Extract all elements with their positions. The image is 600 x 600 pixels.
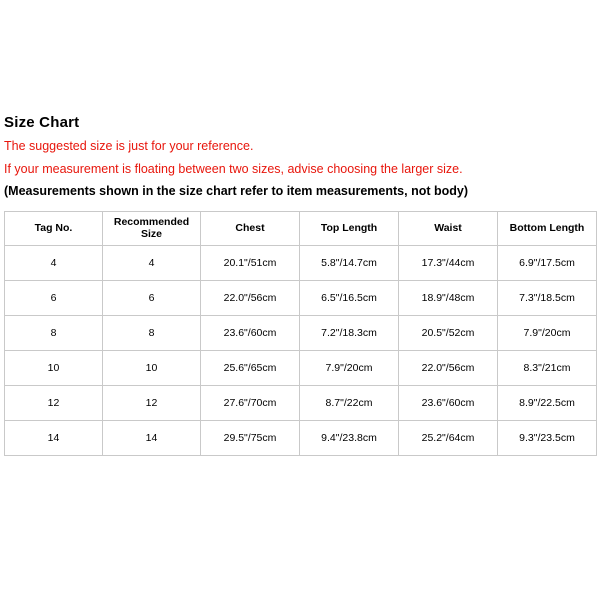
- table-row: [5, 350, 597, 385]
- cell-bottom-length: 8.9"/22.5cm: [498, 385, 597, 420]
- cell-chest: 29.5"/75cm: [201, 420, 300, 455]
- page-title: Size Chart: [4, 114, 80, 131]
- cell-top-length: 5.8"/14.7cm: [300, 245, 399, 280]
- size-chart-content: [4, 114, 596, 456]
- cell-tag-no: 10: [5, 350, 103, 385]
- cell-bottom-length: 7.3"/18.5cm: [498, 280, 597, 315]
- cell-bottom-length: 8.3"/21cm: [498, 350, 597, 385]
- cell-bottom-length: 6.9"/17.5cm: [498, 245, 597, 280]
- cell-top-length: 8.7"/22cm: [300, 385, 399, 420]
- cell-bottom-length: 7.9"/20cm: [498, 315, 597, 350]
- cell-recommended-size: 4: [103, 245, 201, 280]
- cell-top-length: 9.4"/23.8cm: [300, 420, 399, 455]
- column-header-bottom-length: Bottom Length: [498, 211, 597, 245]
- cell-top-length: 7.2"/18.3cm: [300, 315, 399, 350]
- cell-recommended-size: 8: [103, 315, 201, 350]
- cell-chest: 27.6"/70cm: [201, 385, 300, 420]
- cell-recommended-size: 14: [103, 420, 201, 455]
- cell-tag-no: 6: [5, 280, 103, 315]
- reference-note-1: The suggested size is just for your reference.: [4, 139, 254, 153]
- cell-top-length: 6.5"/16.5cm: [300, 280, 399, 315]
- table-row: [5, 385, 597, 420]
- cell-waist: 22.0"/56cm: [399, 350, 498, 385]
- cell-chest: 23.6"/60cm: [201, 315, 300, 350]
- measurement-disclaimer: (Measurements shown in the size chart refer to item measurements, not body): [4, 184, 468, 199]
- cell-waist: 23.6"/60cm: [399, 385, 498, 420]
- cell-tag-no: 12: [5, 385, 103, 420]
- column-header-recommended-size: Recommended Size: [103, 211, 201, 245]
- table-row: [5, 245, 597, 280]
- cell-chest: 20.1"/51cm: [201, 245, 300, 280]
- cell-top-length: 7.9"/20cm: [300, 350, 399, 385]
- cell-waist: 18.9"/48cm: [399, 280, 498, 315]
- cell-waist: 25.2"/64cm: [399, 420, 498, 455]
- cell-waist: 20.5"/52cm: [399, 315, 498, 350]
- column-header-chest: Chest: [201, 211, 300, 245]
- cell-tag-no: 4: [5, 245, 103, 280]
- cell-recommended-size: 10: [103, 350, 201, 385]
- cell-recommended-size: 12: [103, 385, 201, 420]
- column-header-waist: Waist: [399, 211, 498, 245]
- cell-tag-no: 8: [5, 315, 103, 350]
- cell-tag-no: 14: [5, 420, 103, 455]
- cell-chest: 22.0"/56cm: [201, 280, 300, 315]
- cell-waist: 17.3"/44cm: [399, 245, 498, 280]
- cell-chest: 25.6"/65cm: [201, 350, 300, 385]
- size-chart-table: [4, 211, 597, 456]
- column-header-tag-no: Tag No.: [5, 211, 103, 245]
- table-row: [5, 280, 597, 315]
- table-row: [5, 315, 597, 350]
- table-header-row: [5, 211, 597, 245]
- reference-note-2: If your measurement is floating between two sizes, advise choosing the larger size.: [4, 161, 463, 176]
- cell-bottom-length: 9.3"/23.5cm: [498, 420, 597, 455]
- column-header-top-length: Top Length: [300, 211, 399, 245]
- table-row: [5, 420, 597, 455]
- cell-recommended-size: 6: [103, 280, 201, 315]
